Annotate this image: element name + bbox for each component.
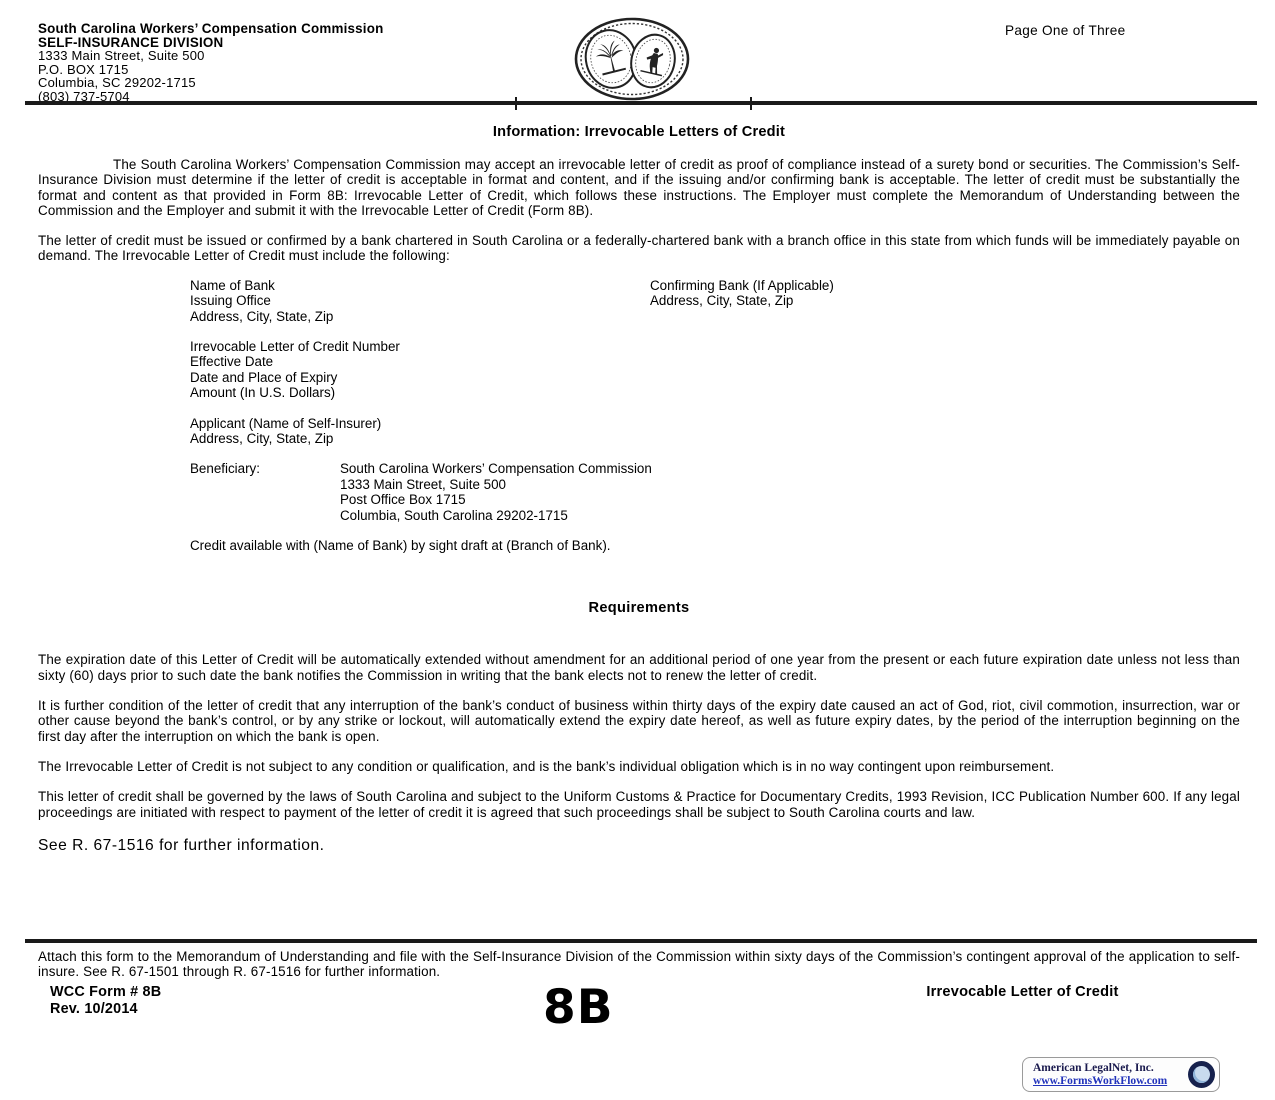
list-item: Address, City, State, Zip — [190, 308, 334, 324]
american-legalnet-badge — [1022, 1057, 1220, 1092]
attach-instructions: Attach this form to the Memorandum of Understanding and file with the Self-Insurance Division of the Commission within sixty days of the Commission’s contingent approval of the application to self-insure. See R. 67-1501 through R. 67-1516 for further information. — [38, 949, 1240, 979]
address-line-2: P.O. BOX 1715 — [38, 61, 129, 77]
phone-number: (803) 737-5704 — [38, 88, 130, 104]
list-item: Effective Date — [190, 354, 274, 370]
list-item: Applicant (Name of Self-Insurer) — [190, 415, 382, 431]
beneficiary-address — [340, 461, 652, 523]
list-item: Date and Place of Expiry — [190, 369, 338, 385]
list-item: Address, City, State, Zip — [650, 293, 794, 309]
divider-tick — [515, 97, 517, 110]
footer-divider — [25, 939, 1257, 943]
header-divider — [25, 101, 1257, 105]
intro-paragraph-2: The letter of credit must be issued or confirmed by a bank chartered in South Carolina or a federally-chartered bank with a branch office in this state from which funds will be immediately payable on demand. The Irrevocable Letter of Credit must include the following: — [38, 233, 1240, 264]
credit-details-block — [190, 339, 1240, 401]
list-item: 1333 Main Street, Suite 500 — [340, 476, 507, 492]
list-item: Name of Bank — [190, 277, 275, 293]
state-seal-icon — [573, 17, 691, 108]
requirements-heading: Requirements — [588, 600, 690, 617]
document-title: Information: Irrevocable Letters of Credit — [492, 124, 786, 140]
divider-tick — [750, 97, 752, 110]
credit-available-line: Credit available with (Name of Bank) by sight draft at (Branch of Bank). — [190, 538, 611, 554]
letter-of-credit-items — [190, 278, 1240, 554]
list-item: Irrevocable Letter of Credit Number — [190, 339, 400, 354]
address-line-3: Columbia, SC 29202-1715 — [38, 75, 196, 91]
division-name: SELF-INSURANCE DIVISION — [38, 34, 224, 50]
form-number-label: WCC Form # 8B — [50, 984, 162, 1000]
requirements-paragraph-3: The Irrevocable Letter of Credit is not subject to any condition or qualification, and is the bank’s individual obligation which is in no way contingent upon reimbursement. — [38, 758, 1055, 774]
document-body — [38, 124, 1240, 855]
intro-paragraph-1: The South Carolina Workers’ Compensation Commission may accept an irrevocable letter of credit as proof of compliance instead of a surety bond or securities. The Commission’s Self-Insurance Division must determine if the letter of credit is acceptable in format and content, and if the issuing and/or confirming bank is acceptable. The letter of credit must be substantially the format and content as that provided in Form 8B: Irrevocable Letter of Credit, which follows these instructions. The Employer must complete the Memorandum of Understanding between the Commission and the Employer and submit it with the Irrevocable Letter of Credit (Form 8B). — [38, 157, 1240, 218]
footer-form-title: Irrevocable Letter of Credit — [926, 984, 1119, 1000]
form-number-block — [50, 984, 161, 1017]
big-form-code: 8B — [543, 980, 614, 1035]
letterhead — [38, 22, 383, 104]
list-item: Confirming Bank (If Applicable) — [650, 277, 834, 293]
list-item: South Carolina Workers’ Compensation Commission — [340, 461, 652, 477]
see-also-note: See R. 67-1516 for further information. — [38, 836, 325, 854]
org-name: South Carolina Workers’ Compensation Commission — [38, 21, 384, 36]
bank-and-confirming-row — [190, 278, 1240, 324]
requirements-paragraph-1: The expiration date of this Letter of Credit will be automatically extended without amendment for an additional period of one year from the present or each future expiration date unless not less than sixty (60) days prior to such date the bank notifies the Commission in writing that the bank elects not to renew the letter of credit. — [38, 652, 1240, 683]
list-item: Post Office Box 1715 — [340, 492, 466, 508]
confirming-bank-block — [650, 278, 834, 324]
list-item: Columbia, South Carolina 29202-1715 — [340, 507, 568, 523]
page-indicator: Page One of Three — [1005, 23, 1126, 38]
revision-label: Rev. 10/2014 — [50, 1000, 138, 1017]
list-item: Issuing Office — [190, 293, 271, 309]
requirements-paragraph-2: It is further condition of the letter of credit that any interruption of the bank’s conduct of business within thirty days of the expiry date caused an act of God, riot, civil commotion, insurrection, war or other cause beyond the bank’s control, or by any strike or lockout, will automatically extend the expiry date hereof, as well as future expiry dates, by the period of the interruption beginning on the first day after the interruption on which the bank is open. — [38, 698, 1240, 744]
badge-company-name: American LegalNet, Inc. — [1033, 1061, 1154, 1074]
beneficiary-block — [190, 461, 1240, 523]
address-line-1: 1333 Main Street, Suite 500 — [38, 48, 205, 64]
beneficiary-label: Beneficiary: — [190, 461, 260, 477]
applicant-block — [190, 416, 1240, 447]
bank-block — [190, 278, 650, 324]
globe-icon — [1188, 1061, 1215, 1088]
list-item: Amount (In U.S. Dollars) — [190, 385, 336, 401]
requirements-paragraph-4: This letter of credit shall be governed by the laws of South Carolina and subject to the Uniform Customs & Practice for Documentary Credits, 1993 Revision, ICC Publication Number 600. If any legal proceedings are initiated with respect to payment of the letter of credit it is agreed that such proceedings shall be subject to South Carolina courts and law. — [38, 789, 1240, 820]
badge-website-link[interactable]: www.FormsWorkFlow.com — [1033, 1074, 1168, 1087]
list-item: Address, City, State, Zip — [190, 431, 334, 447]
